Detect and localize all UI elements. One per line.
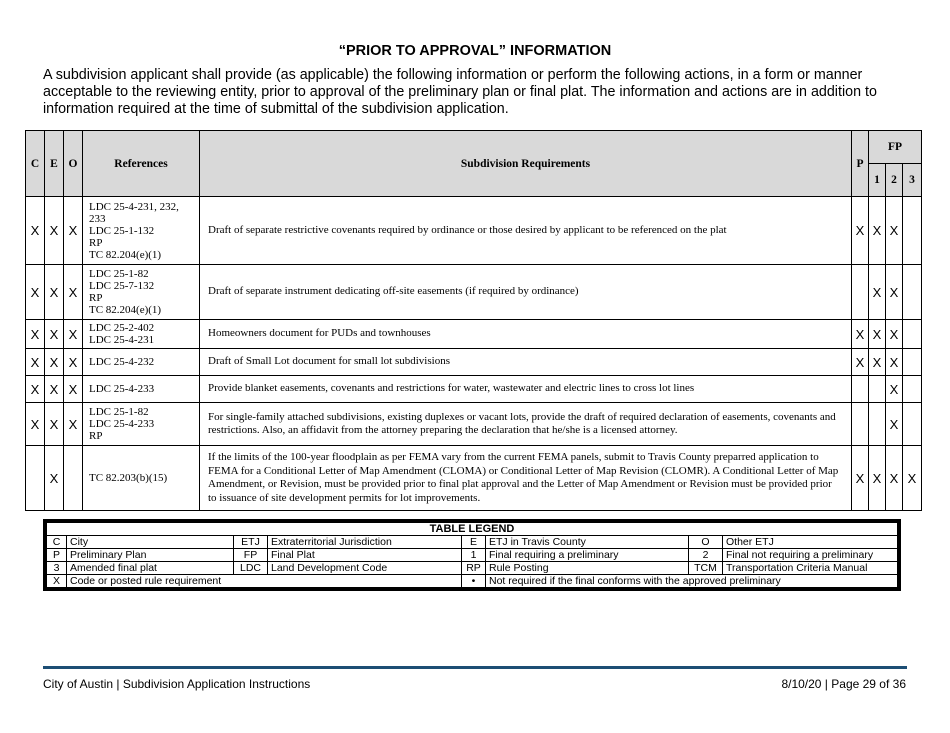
- legend-meaning: Transportation Criteria Manual: [723, 562, 898, 575]
- table-legend: [43, 519, 901, 591]
- o-mark: X: [64, 320, 83, 349]
- c-mark: X: [26, 265, 45, 320]
- fp2-mark: X: [886, 446, 903, 511]
- reference-line: RP: [89, 292, 103, 304]
- legend-code: 2: [689, 549, 723, 562]
- legend-code: 1: [462, 549, 486, 562]
- fp1-mark: X: [869, 349, 886, 376]
- legend-meaning: Final Plat: [268, 549, 462, 562]
- legend-meaning: Not required if the final conforms with the approved preliminary: [486, 575, 898, 588]
- legend-row: [47, 575, 898, 588]
- legend-meaning: Extraterritorial Jurisdiction: [268, 536, 462, 549]
- legend-code: ETJ: [234, 536, 268, 549]
- header-requirements: Subdivision Requirements: [200, 131, 852, 197]
- reference-line: LDC 25-7-132: [89, 280, 155, 292]
- legend-meaning: Final requiring a preliminary: [486, 549, 689, 562]
- legend-title: TABLE LEGEND: [47, 523, 898, 536]
- fp3-mark: [903, 376, 922, 403]
- c-mark: X: [26, 349, 45, 376]
- legend-row: [47, 562, 898, 575]
- fp1-mark: X: [869, 446, 886, 511]
- o-mark: X: [64, 376, 83, 403]
- fp1-mark: [869, 403, 886, 446]
- legend-code: RP: [462, 562, 486, 575]
- fp2-mark: X: [886, 403, 903, 446]
- table-row: [26, 403, 922, 446]
- p-mark: X: [852, 320, 869, 349]
- reference-line: RP: [89, 236, 103, 249]
- fp2-mark: X: [886, 349, 903, 376]
- c-mark: X: [26, 403, 45, 446]
- fp2-mark: X: [886, 197, 903, 265]
- legend-meaning: Rule Posting: [486, 562, 689, 575]
- p-mark: [852, 403, 869, 446]
- footer-rule: [43, 666, 907, 669]
- table-row: [26, 349, 922, 376]
- requirement-cell: Draft of separate instrument dedicating off-site easements (if required by ordinance): [200, 265, 852, 320]
- o-mark: X: [64, 403, 83, 446]
- e-mark: X: [45, 320, 64, 349]
- page-title: “PRIOR TO APPROVAL” INFORMATION: [338, 43, 612, 59]
- fp2-mark: X: [886, 265, 903, 320]
- c-mark: X: [26, 197, 45, 265]
- requirement-cell: Homeowners document for PUDs and townhouses: [200, 320, 852, 349]
- c-mark: [26, 446, 45, 511]
- fp3-mark: [903, 403, 922, 446]
- header-o: O: [64, 131, 83, 197]
- requirement-cell: If the limits of the 100-year floodplain as per FEMA vary from the current FEMA panels, submit to Travis County preparred application to FEMA for a Conditional Letter of Map Amendment (CLOMA) or Conditional Letter of Map Revision (CLOMR). A Conditional Letter of Map Amendment, or Revision, must be provided prior to final plat approval and the Letter of Map Amendment or Revision must be provided prior to issuance of site development permits for lot improvements.: [200, 446, 852, 511]
- legend-code: FP: [234, 549, 268, 562]
- table-row: [26, 265, 922, 320]
- reference-line: LDC 25-1-82: [89, 406, 149, 418]
- references-cell: [83, 320, 200, 349]
- p-mark: X: [852, 197, 869, 265]
- fp1-mark: X: [869, 320, 886, 349]
- fp1-mark: X: [869, 265, 886, 320]
- legend-meaning: ETJ in Travis County: [486, 536, 689, 549]
- reference-line: LDC 25-4-232: [89, 356, 155, 368]
- o-mark: X: [64, 197, 83, 265]
- footer-right: 8/10/20 | Page 29 of 36: [781, 677, 906, 691]
- fp3-mark: [903, 349, 922, 376]
- legend-meaning: City: [67, 536, 234, 549]
- fp1-mark: [869, 376, 886, 403]
- header-references: References: [83, 131, 200, 197]
- legend-code: C: [47, 536, 67, 549]
- o-mark: X: [64, 265, 83, 320]
- e-mark: X: [45, 349, 64, 376]
- references-cell: [83, 376, 200, 403]
- references-cell: [83, 446, 200, 511]
- footer-left: City of Austin | Subdivision Application Instructions: [43, 677, 311, 691]
- legend-meaning: Other ETJ: [723, 536, 898, 549]
- fp2-mark: X: [886, 376, 903, 403]
- reference-line: TC 82.204(e)(1): [89, 248, 162, 261]
- reference-line: LDC 25-1-82: [89, 268, 149, 280]
- fp3-mark: [903, 197, 922, 265]
- reference-line: LDC 25-4-233: [89, 383, 155, 395]
- header-p: P: [852, 131, 869, 197]
- requirements-body: [26, 197, 922, 511]
- references-cell: [83, 197, 200, 265]
- table-row: [26, 376, 922, 403]
- o-mark: X: [64, 349, 83, 376]
- header-fp1: 1: [869, 164, 886, 197]
- legend-meaning: Code or posted rule requirement: [67, 575, 462, 588]
- header-fp: FP: [869, 131, 922, 164]
- legend-meaning: Final not requiring a preliminary: [723, 549, 898, 562]
- fp3-mark: [903, 265, 922, 320]
- legend-meaning: Preliminary Plan: [67, 549, 234, 562]
- reference-line: RP: [89, 430, 103, 442]
- reference-line: TC 82.203(b)(15): [89, 472, 168, 484]
- fp3-mark: X: [903, 446, 922, 511]
- o-mark: [64, 446, 83, 511]
- legend-code: X: [47, 575, 67, 588]
- reference-line: LDC 25-2-402: [89, 322, 155, 334]
- e-mark: X: [45, 446, 64, 511]
- fp2-mark: X: [886, 320, 903, 349]
- legend-code: O: [689, 536, 723, 549]
- bullet-icon: •: [462, 575, 486, 588]
- references-cell: [83, 349, 200, 376]
- e-mark: X: [45, 265, 64, 320]
- legend-meaning: Amended final plat: [67, 562, 234, 575]
- c-mark: X: [26, 376, 45, 403]
- legend-code: E: [462, 536, 486, 549]
- legend-code: LDC: [234, 562, 268, 575]
- requirement-cell: Draft of separate restrictive covenants required by ordinance or those desired by applicant to be referenced on the plat: [200, 197, 852, 265]
- reference-line: TC 82.204(e)(1): [89, 304, 162, 316]
- legend-code: P: [47, 549, 67, 562]
- legend-code: TCM: [689, 562, 723, 575]
- requirement-cell: For single-family attached subdivisions, existing duplexes or vacant lots, provide the draft of required declaration of easements, covenants and restrictions. Also, an affidavit from the attorney preparing the declaration that he/she is a licensed attorney.: [200, 403, 852, 446]
- legend-code: 3: [47, 562, 67, 575]
- fp1-mark: X: [869, 197, 886, 265]
- references-cell: [83, 265, 200, 320]
- references-cell: [83, 403, 200, 446]
- reference-line: LDC 25-4-233: [89, 418, 155, 430]
- fp3-mark: [903, 320, 922, 349]
- table-row: [26, 197, 922, 265]
- header-e: E: [45, 131, 64, 197]
- requirement-cell: Provide blanket easements, covenants and restrictions for water, wastewater and electric lines to cross lot lines: [200, 376, 852, 403]
- header-fp2: 2: [886, 164, 903, 197]
- intro-paragraph: A subdivision applicant shall provide (as applicable) the following information or perform the following actions, in a form or manner acceptable to the reviewing entity, prior to approval of the preliminary plan or final plat. The information and actions are in addition to information required at the time of submittal of the subdivision application.: [43, 67, 877, 117]
- reference-line: LDC 25-4-231, 232, 233: [89, 200, 179, 225]
- reference-line: LDC 25-4-231: [89, 334, 155, 346]
- p-mark: X: [852, 446, 869, 511]
- e-mark: X: [45, 197, 64, 265]
- e-mark: X: [45, 376, 64, 403]
- p-mark: X: [852, 349, 869, 376]
- table-row: [26, 320, 922, 349]
- legend-meaning: Land Development Code: [268, 562, 462, 575]
- reference-line: LDC 25-1-132: [89, 224, 155, 237]
- requirements-table: [25, 130, 922, 511]
- p-mark: [852, 376, 869, 403]
- c-mark: X: [26, 320, 45, 349]
- p-mark: [852, 265, 869, 320]
- header-fp3: 3: [903, 164, 922, 197]
- legend-row: [47, 549, 898, 562]
- table-row: [26, 446, 922, 511]
- e-mark: X: [45, 403, 64, 446]
- requirement-cell: Draft of Small Lot document for small lot subdivisions: [200, 349, 852, 376]
- legend-row: [47, 536, 898, 549]
- header-c: C: [26, 131, 45, 197]
